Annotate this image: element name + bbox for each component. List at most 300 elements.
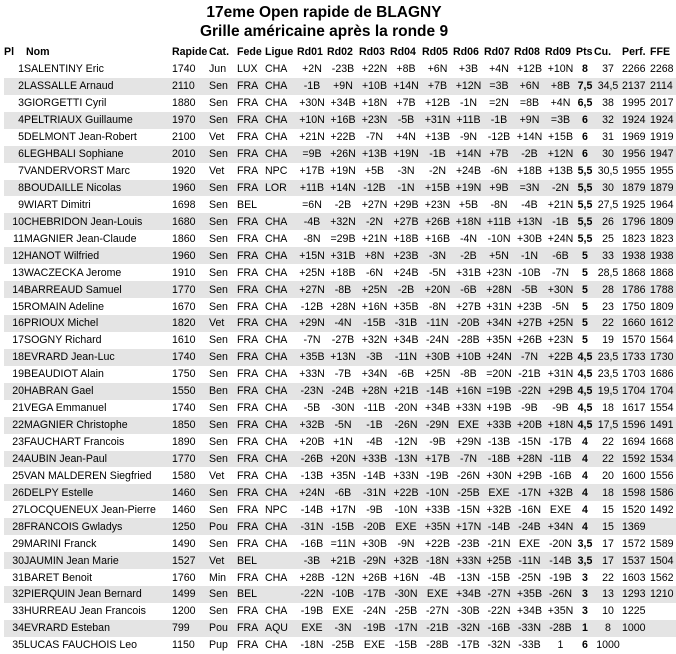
cell-nom: EVRARD Esteban: [24, 620, 172, 637]
cell-pts: 5: [576, 281, 594, 298]
cell-fede: FRA: [237, 266, 259, 279]
cell-rd08: +27B: [514, 315, 545, 332]
cell-pl: 32: [4, 586, 24, 603]
cell-rapide: 1910: [172, 266, 196, 279]
cell-rd05: +34B: [424, 402, 451, 415]
cell-rd05: -10N: [422, 484, 453, 501]
cell-rd09: -5N: [551, 300, 570, 313]
cell-fede: FRA: [237, 334, 259, 347]
cell-rd03: +23N: [359, 112, 390, 129]
cell-rd06: +27B: [455, 300, 482, 313]
cell-cu: 19,5: [594, 383, 622, 400]
cell-pl: 28: [4, 518, 24, 535]
cell-rd02: +18B: [330, 266, 356, 279]
cell-rd05: -27N: [426, 605, 449, 618]
cell-rapide: 1970: [172, 112, 209, 129]
table-row: [4, 298, 676, 315]
page-title: 17eme Open rapide de BLAGNY: [206, 4, 442, 21]
cell-perf: 1879: [622, 180, 650, 197]
cell-nom: AUBIN Jean-Paul: [24, 451, 172, 468]
table-row: [4, 518, 676, 535]
cell-rapide: 2110: [172, 78, 209, 95]
cell-rd05: -5N: [428, 266, 447, 279]
cell-rd04: +29B: [393, 198, 419, 211]
cell-rapide: 1850: [172, 417, 209, 434]
cell-cu: 32: [594, 112, 622, 129]
cell-ffe: 1612: [650, 315, 676, 332]
cell-rd01: -16B: [300, 537, 324, 550]
cell-rd09: -11B: [545, 451, 576, 468]
cell-rd03: +34N: [361, 368, 388, 381]
cell-ligue: CHA: [265, 639, 288, 652]
cell-rd02: =11N: [330, 537, 356, 550]
table-row: [4, 451, 676, 468]
cell-ligue: CHA: [265, 451, 297, 468]
cell-rd06: -20B: [453, 315, 484, 332]
cell-rd03: +26B: [361, 571, 388, 584]
cell-rd02: +16B: [327, 112, 359, 129]
cell-rd04: +14N: [390, 78, 422, 95]
cell-cu: 31: [602, 131, 614, 144]
cell-pts: 5,5: [577, 232, 593, 245]
table-row: [4, 213, 676, 230]
cell-cat: Sen: [209, 180, 237, 197]
cell-nom: LUCAS FAUCHOIS Leo: [24, 639, 138, 652]
cell-rd04: -20N: [394, 402, 418, 415]
cell-ffe: 1730: [650, 349, 676, 366]
cell-rd04: -31B: [390, 315, 422, 332]
cell-perf: 1000: [622, 620, 650, 637]
cell-rd03: -24N: [363, 605, 386, 618]
cell-rd03: +21N: [361, 232, 388, 245]
cell-rd08: -33N: [514, 620, 545, 637]
cell-rd05: +7B: [422, 78, 453, 95]
cell-perf: 1969: [622, 131, 646, 144]
cell-rd02: -30N: [331, 402, 355, 415]
cell-nom: WACZECKA Jerome: [24, 266, 122, 279]
cell-rd01: +30N: [299, 97, 325, 110]
cell-cu: 17: [594, 552, 622, 569]
cell-cu: 28: [594, 281, 622, 298]
column-header-rd07: Rd07: [484, 46, 510, 59]
cell-rd01: +33N: [299, 368, 325, 381]
cell-rd02: -12N: [331, 571, 355, 584]
cell-rd04: -3N: [397, 165, 415, 178]
cell-ligue: CHA: [265, 78, 297, 95]
cell-pl: 29: [12, 537, 24, 550]
cell-fede: FRA: [237, 484, 265, 501]
cell-ligue: CHA: [265, 266, 288, 279]
column-header-rd09: Rd09: [545, 46, 571, 59]
cell-rd01: EXE: [297, 620, 327, 637]
cell-cu: 30: [594, 180, 622, 197]
cell-pts: 6: [582, 131, 588, 144]
cell-rd08: -24B: [514, 518, 545, 535]
cell-rd01: +10N: [297, 112, 327, 129]
cell-ffe: [650, 518, 676, 535]
cell-rapide: 799: [172, 620, 209, 637]
cell-pl: 16: [4, 315, 24, 332]
cell-ffe: 1564: [650, 334, 674, 347]
cell-ffe: [650, 620, 676, 637]
cell-nom: FRANCOIS Gwladys: [24, 518, 172, 535]
cell-pl: 27: [12, 503, 24, 516]
column-header-rd05: Rd05: [422, 46, 448, 59]
cell-rd07: -10N: [487, 232, 511, 245]
cell-nom: EVRARD Jean-Luc: [24, 349, 172, 366]
cell-pts: 8: [582, 63, 588, 76]
cell-pl: 7: [18, 165, 24, 178]
cell-rd01: +11B: [297, 180, 327, 197]
column-header-rd04: Rd04: [390, 46, 416, 59]
cell-pts: 5,5: [577, 165, 593, 178]
cell-rd01: +32B: [297, 417, 327, 434]
cell-rd08: -7N: [514, 349, 545, 366]
cell-rd04: -17N: [390, 620, 422, 637]
cell-cat: Vet: [209, 131, 225, 144]
cell-rd06: -23B: [457, 537, 480, 550]
cell-pts: 5: [576, 247, 594, 264]
cell-cu: 25: [602, 232, 614, 245]
cell-rd07: +19B: [486, 402, 512, 415]
cell-rd07: =2N: [489, 97, 509, 110]
cell-rd05: -2N: [428, 165, 447, 178]
cell-rd09: +25N: [545, 315, 576, 332]
cell-rd01: -7N: [303, 334, 321, 347]
cell-rd06: -6B: [453, 281, 484, 298]
cell-rd02: -15B: [327, 518, 359, 535]
cell-rd06: -28B: [457, 334, 480, 347]
cell-nom: JAUMIN Jean Marie: [24, 552, 172, 569]
cell-nom: LOCQUENEUX Jean-Pierre: [24, 503, 156, 516]
cell-fede: FRA: [237, 383, 265, 400]
cell-rd07: -6N: [490, 165, 508, 178]
cell-ffe: 1823: [650, 232, 674, 245]
cell-cu: 37: [602, 63, 614, 76]
cell-rd08: +20B: [514, 417, 545, 434]
cell-ffe: 1964: [650, 198, 674, 211]
cell-rd04: +33N: [393, 469, 419, 482]
cell-ffe: 1955: [650, 165, 674, 178]
table-row: [4, 264, 676, 281]
cell-pl: 31: [12, 571, 24, 584]
cell-rd04: +21B: [390, 383, 422, 400]
table-row: [4, 112, 676, 129]
cell-cat: Sen: [209, 586, 237, 603]
cell-rd03: -15B: [359, 315, 390, 332]
cell-rd06: +12N: [453, 78, 484, 95]
cell-rapide: 1920: [172, 165, 196, 178]
cell-rd02: +19N: [330, 165, 356, 178]
cell-rd05: +12B: [424, 97, 451, 110]
cell-cu: 38: [602, 97, 614, 110]
column-header-pl: Pl: [4, 46, 15, 59]
cell-rd04: +24B: [393, 266, 419, 279]
cell-pts: 6: [576, 112, 594, 129]
cell-rd02: +31B: [327, 247, 359, 264]
cell-perf: 1617: [622, 402, 646, 415]
cell-perf: 1596: [622, 417, 650, 434]
cell-rd01: =9B: [297, 146, 327, 163]
cell-rd07: +24N: [484, 349, 514, 366]
cell-cat: Sen: [209, 146, 237, 163]
cell-rd01: -23N: [297, 383, 327, 400]
cell-rd04: -25B: [394, 605, 418, 618]
cell-rd06: -4N: [459, 232, 478, 245]
table-row: [4, 180, 676, 197]
cell-cat: Sen: [209, 484, 237, 501]
cell-cu: 33: [594, 247, 622, 264]
cell-pts: 7,5: [576, 78, 594, 95]
table-row: [4, 61, 676, 78]
cell-rd06: +18N: [453, 213, 484, 230]
cell-cat: Jun: [209, 63, 227, 76]
cell-fede: FRA: [237, 165, 259, 178]
cell-perf: 1369: [622, 518, 650, 535]
cell-pl: 34: [4, 620, 24, 637]
cell-rapide: 1698: [172, 198, 196, 211]
cell-rd08: -33B: [518, 639, 541, 652]
cell-rd07: +4N: [489, 63, 509, 76]
cell-fede: FRA: [237, 436, 259, 449]
cell-rd08: -21B: [518, 368, 541, 381]
table-row: [4, 349, 676, 366]
cell-pl: 1: [18, 63, 24, 76]
cell-nom: MAGNIER Jean-Claude: [24, 232, 137, 245]
cell-rd01: -19B: [300, 605, 324, 618]
cell-pts: 5: [582, 334, 588, 347]
cell-perf: 1225: [622, 605, 646, 618]
cell-rd09: -1B: [545, 213, 576, 230]
cell-rapide: 1820: [172, 315, 209, 332]
cell-perf: 1660: [622, 315, 650, 332]
cell-rd08: -2B: [514, 146, 545, 163]
cell-pl: 5: [18, 131, 24, 144]
cell-ffe: 1947: [650, 146, 676, 163]
cell-cu: 28,5: [597, 266, 619, 279]
cell-rd07: +11B: [484, 213, 514, 230]
cell-rd01: -4B: [297, 213, 327, 230]
cell-cat: Pou: [209, 518, 237, 535]
cell-rapide: 1860: [172, 232, 196, 245]
cell-cat: Vet: [209, 469, 225, 482]
cell-pts: 5: [576, 315, 594, 332]
cell-perf: 1703: [622, 368, 646, 381]
cell-rd01: -13B: [300, 469, 324, 482]
cell-rd09: =3B: [545, 112, 576, 129]
cell-rd09: EXE: [549, 503, 572, 516]
cell-ffe: 1919: [650, 131, 674, 144]
cell-rd02: -6B: [327, 484, 359, 501]
cell-cu: 10: [602, 605, 614, 618]
cell-rd07: -32N: [487, 639, 511, 652]
cell-rd08: =8B: [519, 97, 540, 110]
cell-rd08: -1N: [514, 247, 545, 264]
cell-ffe: 1504: [650, 552, 676, 569]
cell-rd04: +18B: [393, 232, 419, 245]
cell-nom: LEGHBALI Sophiane: [24, 146, 172, 163]
column-header-rd02: Rd02: [327, 46, 353, 59]
cell-rd07: +34N: [484, 315, 514, 332]
cell-fede: FRA: [237, 451, 265, 468]
column-header-rd08: Rd08: [514, 46, 540, 59]
cell-rd01: -26B: [297, 451, 327, 468]
cell-pts: 5,5: [576, 213, 594, 230]
cell-rd01: +25N: [299, 266, 325, 279]
cell-ligue: LOR: [265, 180, 297, 197]
cell-cu: 17: [602, 537, 614, 550]
cell-rd04: -5B: [390, 112, 422, 129]
column-header-cu: Cu.: [594, 46, 612, 59]
cell-pl: 9: [18, 198, 24, 211]
cell-rd09: -2N: [545, 180, 576, 197]
cell-rd09: +18N: [545, 417, 576, 434]
cell-pl: 6: [4, 146, 24, 163]
cell-nom: LASSALLE Arnaud: [24, 78, 172, 95]
cell-fede: BEL: [237, 198, 258, 211]
cell-ligue: CHA: [265, 213, 297, 230]
cell-perf: 1603: [622, 571, 646, 584]
cell-rd06: +10B: [453, 349, 484, 366]
table-row: [4, 383, 676, 400]
cell-ffe: 1704: [650, 383, 676, 400]
cell-rd03: EXE: [363, 639, 386, 652]
cell-cu: 19: [602, 334, 614, 347]
cell-rd08: EXE: [518, 537, 541, 550]
cell-rd03: +22N: [361, 63, 388, 76]
cell-pl: 35: [12, 639, 24, 652]
cell-nom: VAN MALDEREN Siegfried: [24, 469, 152, 482]
cell-rd09: +22B: [545, 349, 576, 366]
cell-fede: FRA: [237, 417, 265, 434]
cell-rd01: -14B: [300, 503, 324, 516]
cell-rd01: +20B: [299, 436, 325, 449]
cell-rd07: -15B: [487, 571, 511, 584]
cell-rd07: -27N: [484, 586, 514, 603]
cell-ffe: 1492: [650, 503, 674, 516]
cell-rd02: +35N: [330, 469, 356, 482]
table-row: [4, 501, 676, 518]
cell-rd08: +23B: [516, 300, 543, 313]
cell-rd02: +34B: [330, 97, 356, 110]
cell-rd09: +30N: [545, 281, 576, 298]
cell-rd08: -17N: [514, 484, 545, 501]
cell-rd05: +17B: [422, 451, 453, 468]
cell-rd06: +19N: [453, 180, 484, 197]
cell-rd04: EXE: [390, 518, 422, 535]
cell-cat: Sen: [209, 112, 237, 129]
cell-rd05: -24N: [426, 334, 449, 347]
cell-rd09: +21N: [547, 198, 574, 211]
cell-fede: FRA: [237, 518, 265, 535]
cell-rd03: -14B: [363, 469, 386, 482]
cell-perf: 1995: [622, 97, 646, 110]
cell-pl: 33: [12, 605, 24, 618]
cell-rd06: -7N: [453, 451, 484, 468]
cell-rd09: +24N: [547, 232, 574, 245]
cell-rd01: -18N: [300, 639, 324, 652]
cell-ligue: CHA: [265, 484, 297, 501]
cell-rd03: +28N: [359, 383, 390, 400]
cell-rd07: -12B: [487, 131, 511, 144]
cell-perf: 1868: [622, 266, 646, 279]
cell-rd09: +29B: [545, 383, 576, 400]
cell-rd07: +7B: [484, 146, 514, 163]
cell-rd05: +31N: [422, 112, 453, 129]
cell-ligue: [265, 586, 297, 603]
cell-cat: Sen: [209, 266, 228, 279]
cell-rapide: 1740: [172, 349, 209, 366]
column-header-pts: Pts: [576, 46, 593, 59]
cell-perf: 1823: [622, 232, 646, 245]
cell-ffe: 2017: [650, 97, 674, 110]
cell-fede: FRA: [237, 349, 265, 366]
cell-pts: 5,5: [576, 180, 594, 197]
column-header-perf: Perf.: [622, 46, 646, 59]
cell-rd08: -4B: [521, 198, 538, 211]
cell-rd08: +34B: [516, 605, 543, 618]
table-row: [4, 400, 676, 417]
cell-rd02: +26N: [327, 146, 359, 163]
cell-rd07: +23N: [486, 266, 512, 279]
cell-rd04: -10N: [394, 503, 418, 516]
cell-cat: Ben: [209, 383, 237, 400]
cell-rd04: -26N: [390, 417, 422, 434]
cell-ffe: 1938: [650, 247, 676, 264]
cell-rd04: -2B: [390, 281, 422, 298]
cell-ligue: CHA: [265, 417, 297, 434]
cell-rd07: +31N: [486, 300, 512, 313]
cell-rd05: +23N: [424, 198, 451, 211]
cell-ffe: 1879: [650, 180, 676, 197]
cell-rd07: +25B: [484, 552, 514, 569]
cell-cat: Sen: [209, 97, 228, 110]
cell-rd07: -8N: [490, 198, 508, 211]
cell-rd03: +8N: [359, 247, 390, 264]
cell-rd01: +21N: [299, 131, 325, 144]
cell-rd05: -3N: [422, 247, 453, 264]
cell-rd09: -16B: [549, 469, 572, 482]
cell-rd09: +12N: [545, 146, 576, 163]
cell-cat: Sen: [209, 232, 228, 245]
cell-rd05: -29N: [422, 417, 453, 434]
cell-rd05: +16B: [424, 232, 451, 245]
cell-ffe: 1668: [650, 436, 674, 449]
cell-pl: 10: [4, 213, 24, 230]
column-header-ffe: FFE: [650, 46, 671, 59]
cell-rapide: 2010: [172, 146, 209, 163]
cell-rd03: +30B: [361, 537, 388, 550]
cell-fede: FRA: [237, 537, 259, 550]
cell-rd02: +32N: [327, 213, 359, 230]
cell-cat: Sen: [209, 281, 237, 298]
cell-rd02: -4N: [327, 315, 359, 332]
cell-pl: 17: [12, 334, 24, 347]
cell-fede: BEL: [237, 586, 265, 603]
cell-rapide: 1200: [172, 605, 196, 618]
cell-rd07: EXE: [484, 484, 514, 501]
table-row: [4, 586, 676, 603]
cell-rd05: +30B: [422, 349, 453, 366]
cell-nom: VEGA Emmanuel: [24, 402, 107, 415]
cell-pl: 3: [18, 97, 24, 110]
cell-rd07: -16B: [484, 620, 514, 637]
cell-rd08: +30B: [516, 232, 543, 245]
cell-pts: 4: [582, 503, 588, 516]
cell-nom: PRIOUX Michel: [24, 315, 172, 332]
cell-rd02: +13N: [327, 349, 359, 366]
cell-pts: 4,5: [576, 383, 594, 400]
